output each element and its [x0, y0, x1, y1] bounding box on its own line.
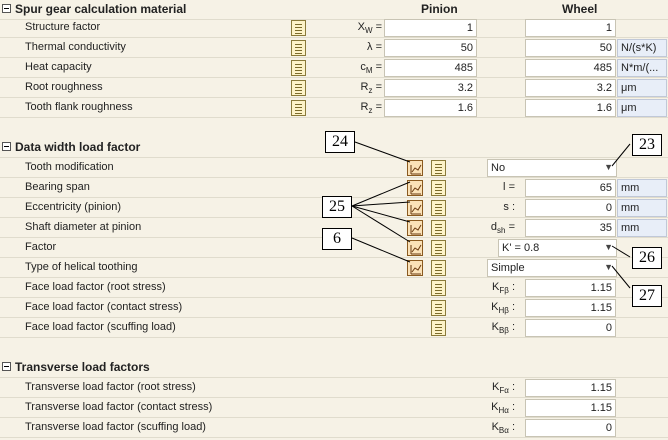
symbol: $K_{H\beta}$ :: [491, 301, 515, 316]
row-root-roughness: [0, 78, 668, 98]
value-input[interactable]: 1.15: [525, 379, 616, 397]
row-transverse-root: [0, 378, 668, 398]
graph-icon[interactable]: [407, 200, 423, 216]
graph-icon[interactable]: [407, 180, 423, 196]
callout-24: 24: [325, 131, 355, 153]
section-title: Transverse load factors: [15, 360, 150, 374]
note-icon[interactable]: [291, 40, 306, 56]
note-icon[interactable]: [431, 300, 446, 316]
note-icon[interactable]: [431, 260, 446, 276]
pinion-value-input[interactable]: 50: [384, 39, 477, 57]
row-structure-factor: [0, 18, 668, 38]
value-input[interactable]: 1.15: [525, 279, 616, 297]
value-input[interactable]: 65: [525, 179, 616, 197]
column-header-wheel: Wheel: [562, 2, 598, 16]
value-input[interactable]: 0: [525, 419, 616, 437]
row-label: Transverse load factor (scuffing load): [25, 421, 206, 433]
row-transverse-contact: [0, 398, 668, 418]
callout-27: 27: [632, 285, 662, 307]
chevron-down-icon: ▼: [604, 242, 613, 252]
collapse-toggle-icon[interactable]: [2, 362, 11, 371]
row-face-load-scuffing: [0, 318, 668, 338]
collapse-toggle-icon[interactable]: [2, 142, 11, 151]
row-label: Tooth modification: [25, 161, 114, 173]
wheel-value-input[interactable]: 3.2: [525, 79, 616, 97]
section-title: Data width load factor: [15, 140, 141, 154]
wheel-value-input[interactable]: 1: [525, 19, 616, 37]
callout-26: 26: [632, 247, 662, 269]
callout-6: 6: [322, 228, 352, 250]
section-header-material[interactable]: [0, 0, 668, 20]
pinion-value-input[interactable]: 485: [384, 59, 477, 77]
symbol: $R_z$ =: [360, 101, 382, 116]
note-icon[interactable]: [291, 100, 306, 116]
row-label: Bearing span: [25, 181, 90, 193]
row-thermal-conductivity: [0, 38, 668, 58]
symbol: $K_{F\beta}$ :: [492, 281, 515, 296]
note-icon[interactable]: [431, 220, 446, 236]
unit-select[interactable]: μm: [617, 79, 667, 97]
graph-icon[interactable]: [407, 160, 423, 176]
row-tooth-flank-roughness: [0, 98, 668, 118]
unit-select[interactable]: mm: [617, 219, 667, 237]
callout-23: 23: [632, 134, 662, 156]
note-icon[interactable]: [431, 180, 446, 196]
collapse-toggle-icon[interactable]: [2, 4, 11, 13]
value-input[interactable]: 0: [525, 199, 616, 217]
row-label: Factor: [25, 241, 57, 253]
tooth-modification-select[interactable]: No ▼: [487, 159, 617, 177]
row-label: Shaft diameter at pinion: [25, 221, 142, 233]
wheel-value-input[interactable]: 50: [525, 39, 616, 57]
row-face-load-contact: [0, 298, 668, 318]
graph-icon[interactable]: [407, 240, 423, 256]
row-label: Tooth flank roughness: [25, 101, 133, 113]
row-label: Eccentricity (pinion): [25, 201, 121, 213]
value-input[interactable]: 1.15: [525, 399, 616, 417]
row-label: Heat capacity: [25, 61, 92, 73]
row-label: Transverse load factor (contact stress): [25, 401, 213, 413]
wheel-value-input[interactable]: 485: [525, 59, 616, 77]
symbol: l =: [503, 181, 515, 193]
spacer-row: [0, 338, 668, 358]
symbol: λ =: [367, 41, 382, 53]
unit-select[interactable]: μm: [617, 99, 667, 117]
row-face-load-root: [0, 278, 668, 298]
pinion-value-input[interactable]: 3.2: [384, 79, 477, 97]
value-input[interactable]: 35: [525, 219, 616, 237]
note-icon[interactable]: [431, 320, 446, 336]
symbol: $R_z$ =: [360, 81, 382, 96]
note-icon[interactable]: [431, 160, 446, 176]
note-icon[interactable]: [431, 240, 446, 256]
row-bearing-span: [0, 178, 668, 198]
row-helical-toothing: [0, 258, 668, 278]
helical-toothing-select[interactable]: Simple ▼: [487, 259, 617, 277]
row-transverse-scuffing: [0, 418, 668, 438]
pinion-value-input[interactable]: 1.6: [384, 99, 477, 117]
row-heat-capacity: [0, 58, 668, 78]
column-header-pinion: Pinion: [421, 2, 458, 16]
note-icon[interactable]: [431, 280, 446, 296]
symbol: $X_W$ =: [357, 21, 382, 36]
callout-25: 25: [322, 196, 352, 218]
wheel-value-input[interactable]: 1.6: [525, 99, 616, 117]
unit-select[interactable]: N/(s*K): [617, 39, 667, 57]
chevron-down-icon: ▼: [604, 262, 613, 272]
row-label: Face load factor (contact stress): [25, 301, 183, 313]
value-input[interactable]: 1.15: [525, 299, 616, 317]
row-label: Thermal conductivity: [25, 41, 126, 53]
unit-select[interactable]: N*m/(...: [617, 59, 667, 77]
symbol: s :: [503, 201, 515, 213]
note-icon[interactable]: [291, 80, 306, 96]
graph-icon[interactable]: [407, 220, 423, 236]
row-label: Type of helical toothing: [25, 261, 138, 273]
row-label: Root roughness: [25, 81, 103, 93]
chevron-down-icon: ▼: [604, 162, 613, 172]
row-label: Structure factor: [25, 21, 101, 33]
row-label: Face load factor (scuffing load): [25, 321, 176, 333]
note-icon[interactable]: [291, 60, 306, 76]
row-label: Face load factor (root stress): [25, 281, 166, 293]
factor-select[interactable]: K' = 0.8 ▼: [498, 239, 617, 257]
symbol: $K_{F\alpha}$ :: [492, 381, 515, 396]
pinion-value-input[interactable]: 1: [384, 19, 477, 37]
value-input[interactable]: 0: [525, 319, 616, 337]
note-icon[interactable]: [431, 200, 446, 216]
symbol: $c_M$ =: [360, 61, 382, 76]
symbol: $K_{B\alpha}$ :: [491, 421, 515, 436]
symbol: $K_{H\alpha}$ :: [491, 401, 515, 416]
graph-icon[interactable]: [407, 260, 423, 276]
section-title: Spur gear calculation material: [15, 2, 187, 16]
unit-select[interactable]: mm: [617, 199, 667, 217]
row-tooth-modification: [0, 158, 668, 178]
section-header-transverse[interactable]: [0, 358, 668, 378]
unit-select[interactable]: mm: [617, 179, 667, 197]
row-label: Transverse load factor (root stress): [25, 381, 196, 393]
symbol: $d_{sh}$ =: [490, 221, 515, 236]
note-icon[interactable]: [291, 20, 306, 36]
symbol: $K_{B\beta}$ :: [491, 321, 515, 336]
